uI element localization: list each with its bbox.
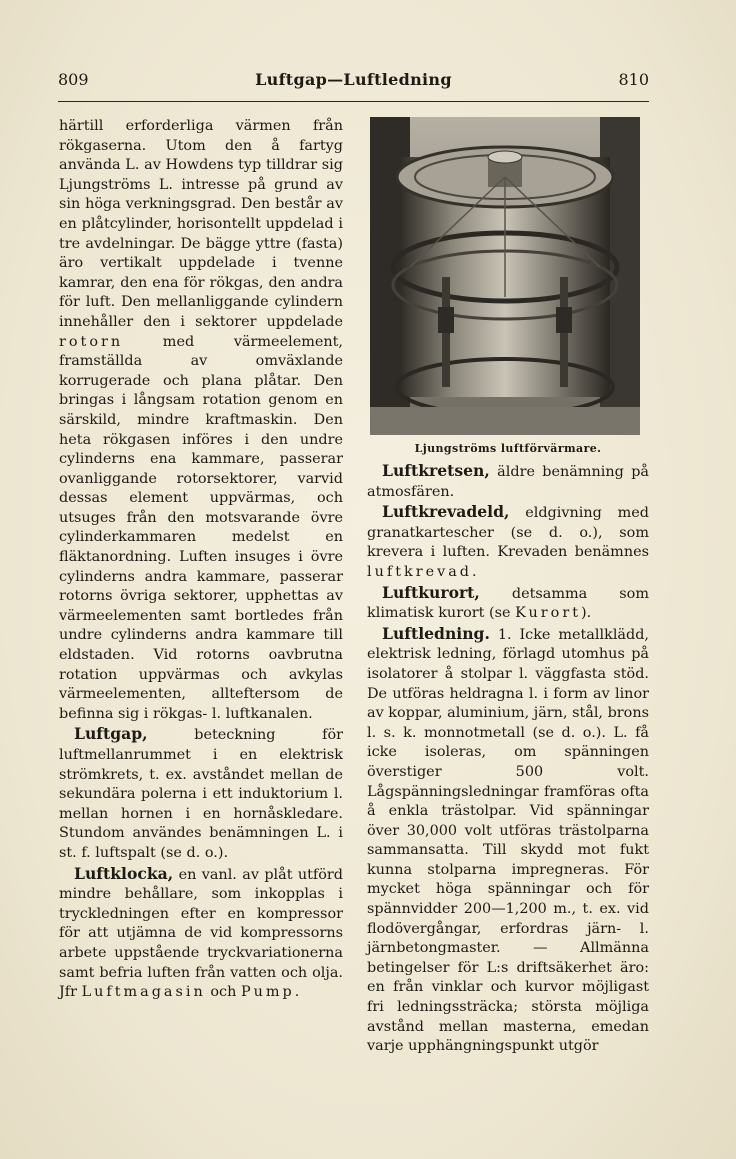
page-header: [58, 70, 649, 98]
entry-luftkretsen: Luftkretsen, äldre benämning på atmosfären.: [367, 461, 649, 500]
figure-caption: Ljungströms luftförvärmare.: [414, 442, 602, 455]
entry-luftklocka: Luftklocka, en vanl. av plåt utförd mindre behållare, som inkopplas i tryckledningen efter en kompressor för att utjämna de vid kompressorns arbete uppstående tryckvariationerna samt befria luften från vatten och olja. Jfr Luftmagasin och Pump.: [59, 863, 343, 1001]
header-rule: [58, 101, 649, 102]
page-number-left: 809: [58, 70, 89, 89]
ref-luftmagasin: Luftmagasin: [81, 984, 206, 1001]
figure-air-preheater-photo: [370, 117, 640, 435]
right-column: [367, 461, 649, 1057]
entry-luftkrevadeld: Luftkrevadeld, eldgivning med granatkartescher (se d. o.), som krevera i luften. Krevaden benämnes luftkrevad.: [367, 502, 649, 580]
continued-paragraph: härtill erforderliga värmen från rökgaserna. Utom den å fartyg använda L. av Howdens typ tilldrar sig Ljungströms L. intresse på grund av sin höga verkningsgrad. Den består av en plåtcylinder, horisontellt uppdelad i tre avdelningar. De bägge yttre (fasta) äro vertikalt uppdelade i tvenne kamrar, den ena för rökgas, den andra för luft. Den mellanliggande cylindern innehåller den i sektorer uppdelade rotorn med värmeelement, framställda av omväxlande korrugerade och plana plåtar. Den bringas i långsam rotation genom en särskild, mindre kraftmaskin. Den heta rökgasen införes i den undre cylinderns ena kammare, passerar ovanliggande rotorsektorer, varvid dessas element uppvärmas, och utsuges från den motsvarande övre cylinderkammaren medelst en fläktanordning. Luften insuges i övre cylinderns andra kammare, passerar rotorns övriga sektorer, upphettas av värmeelementen samt bortledes från undre cylinderns andra kammare till eldstaden. Vid rotorns oavbrutna rotation uppvärmas och avkylas värmeelementen, allteftersom de befinna sig i rökgas- l. luftkanalen.: [59, 118, 343, 722]
entry-luftgap: Luftgap, beteckning för luftmellanrummet i en elektrisk strömkrets, t. ex. avståndet mellan de sekundära polerna i ett induktorium l. mellan hornen i en hornåskledare. Stundom användes benämningen L. i st. f. luftspalt (se d. o.).: [59, 724, 343, 861]
ref-pump: Pump: [240, 984, 295, 1001]
entry-luftledning: Luftledning. 1. Icke metallklädd, elektrisk ledning, förlagd utomhus på isolatorer å stolpar l. väggfasta stöd. De utföras heldragna l. i form av linor av koppar, aluminium, järn, stål, brons l. s. k. monnotmetall (se d. o.). L. få icke isoleras, om spänningen överstiger 500 volt. Lågspänningsledningar framföras ofta å enkla trästolpar. Vid spänningar över 30,000 volt utföras trästolparna sammansatta. Till skydd mot fukt kunna stolparna impregneras. För mycket höga spänningar och för spännvidder 200—1,200 m., t. ex. vid flodövergångar, erfordras järn- l. järnbetongmaster. — Allmänna betingelser för L:s driftsäkerhet äro: en från vinklar och kurvor möjligast fri ledningssträcka; största möjliga avstånd mellan masterna, emedan varje upphängningspunkt utgör: [367, 623, 649, 1055]
headword-luftkretsen: Luftkretsen,: [382, 461, 490, 480]
headword-luftgap: Luftgap,: [74, 724, 148, 744]
page-number-right: 810: [618, 70, 649, 89]
headword-luftkrevadeld: Luftkrevadeld,: [382, 502, 510, 522]
photo-illustration: [370, 117, 640, 435]
headword-luftkurort: Luftkurort,: [382, 582, 480, 602]
headword-luftklocka: Luftklocka,: [74, 863, 174, 883]
left-column: [59, 117, 343, 1003]
entry-luftkurort: Luftkurort, detsamma som klimatisk kurort (se Kurort).: [367, 582, 649, 622]
running-title: Luftgap—Luftledning: [255, 70, 452, 89]
ref-kurort: Kurort: [515, 605, 581, 622]
headword-luftledning: Luftledning.: [382, 623, 490, 643]
